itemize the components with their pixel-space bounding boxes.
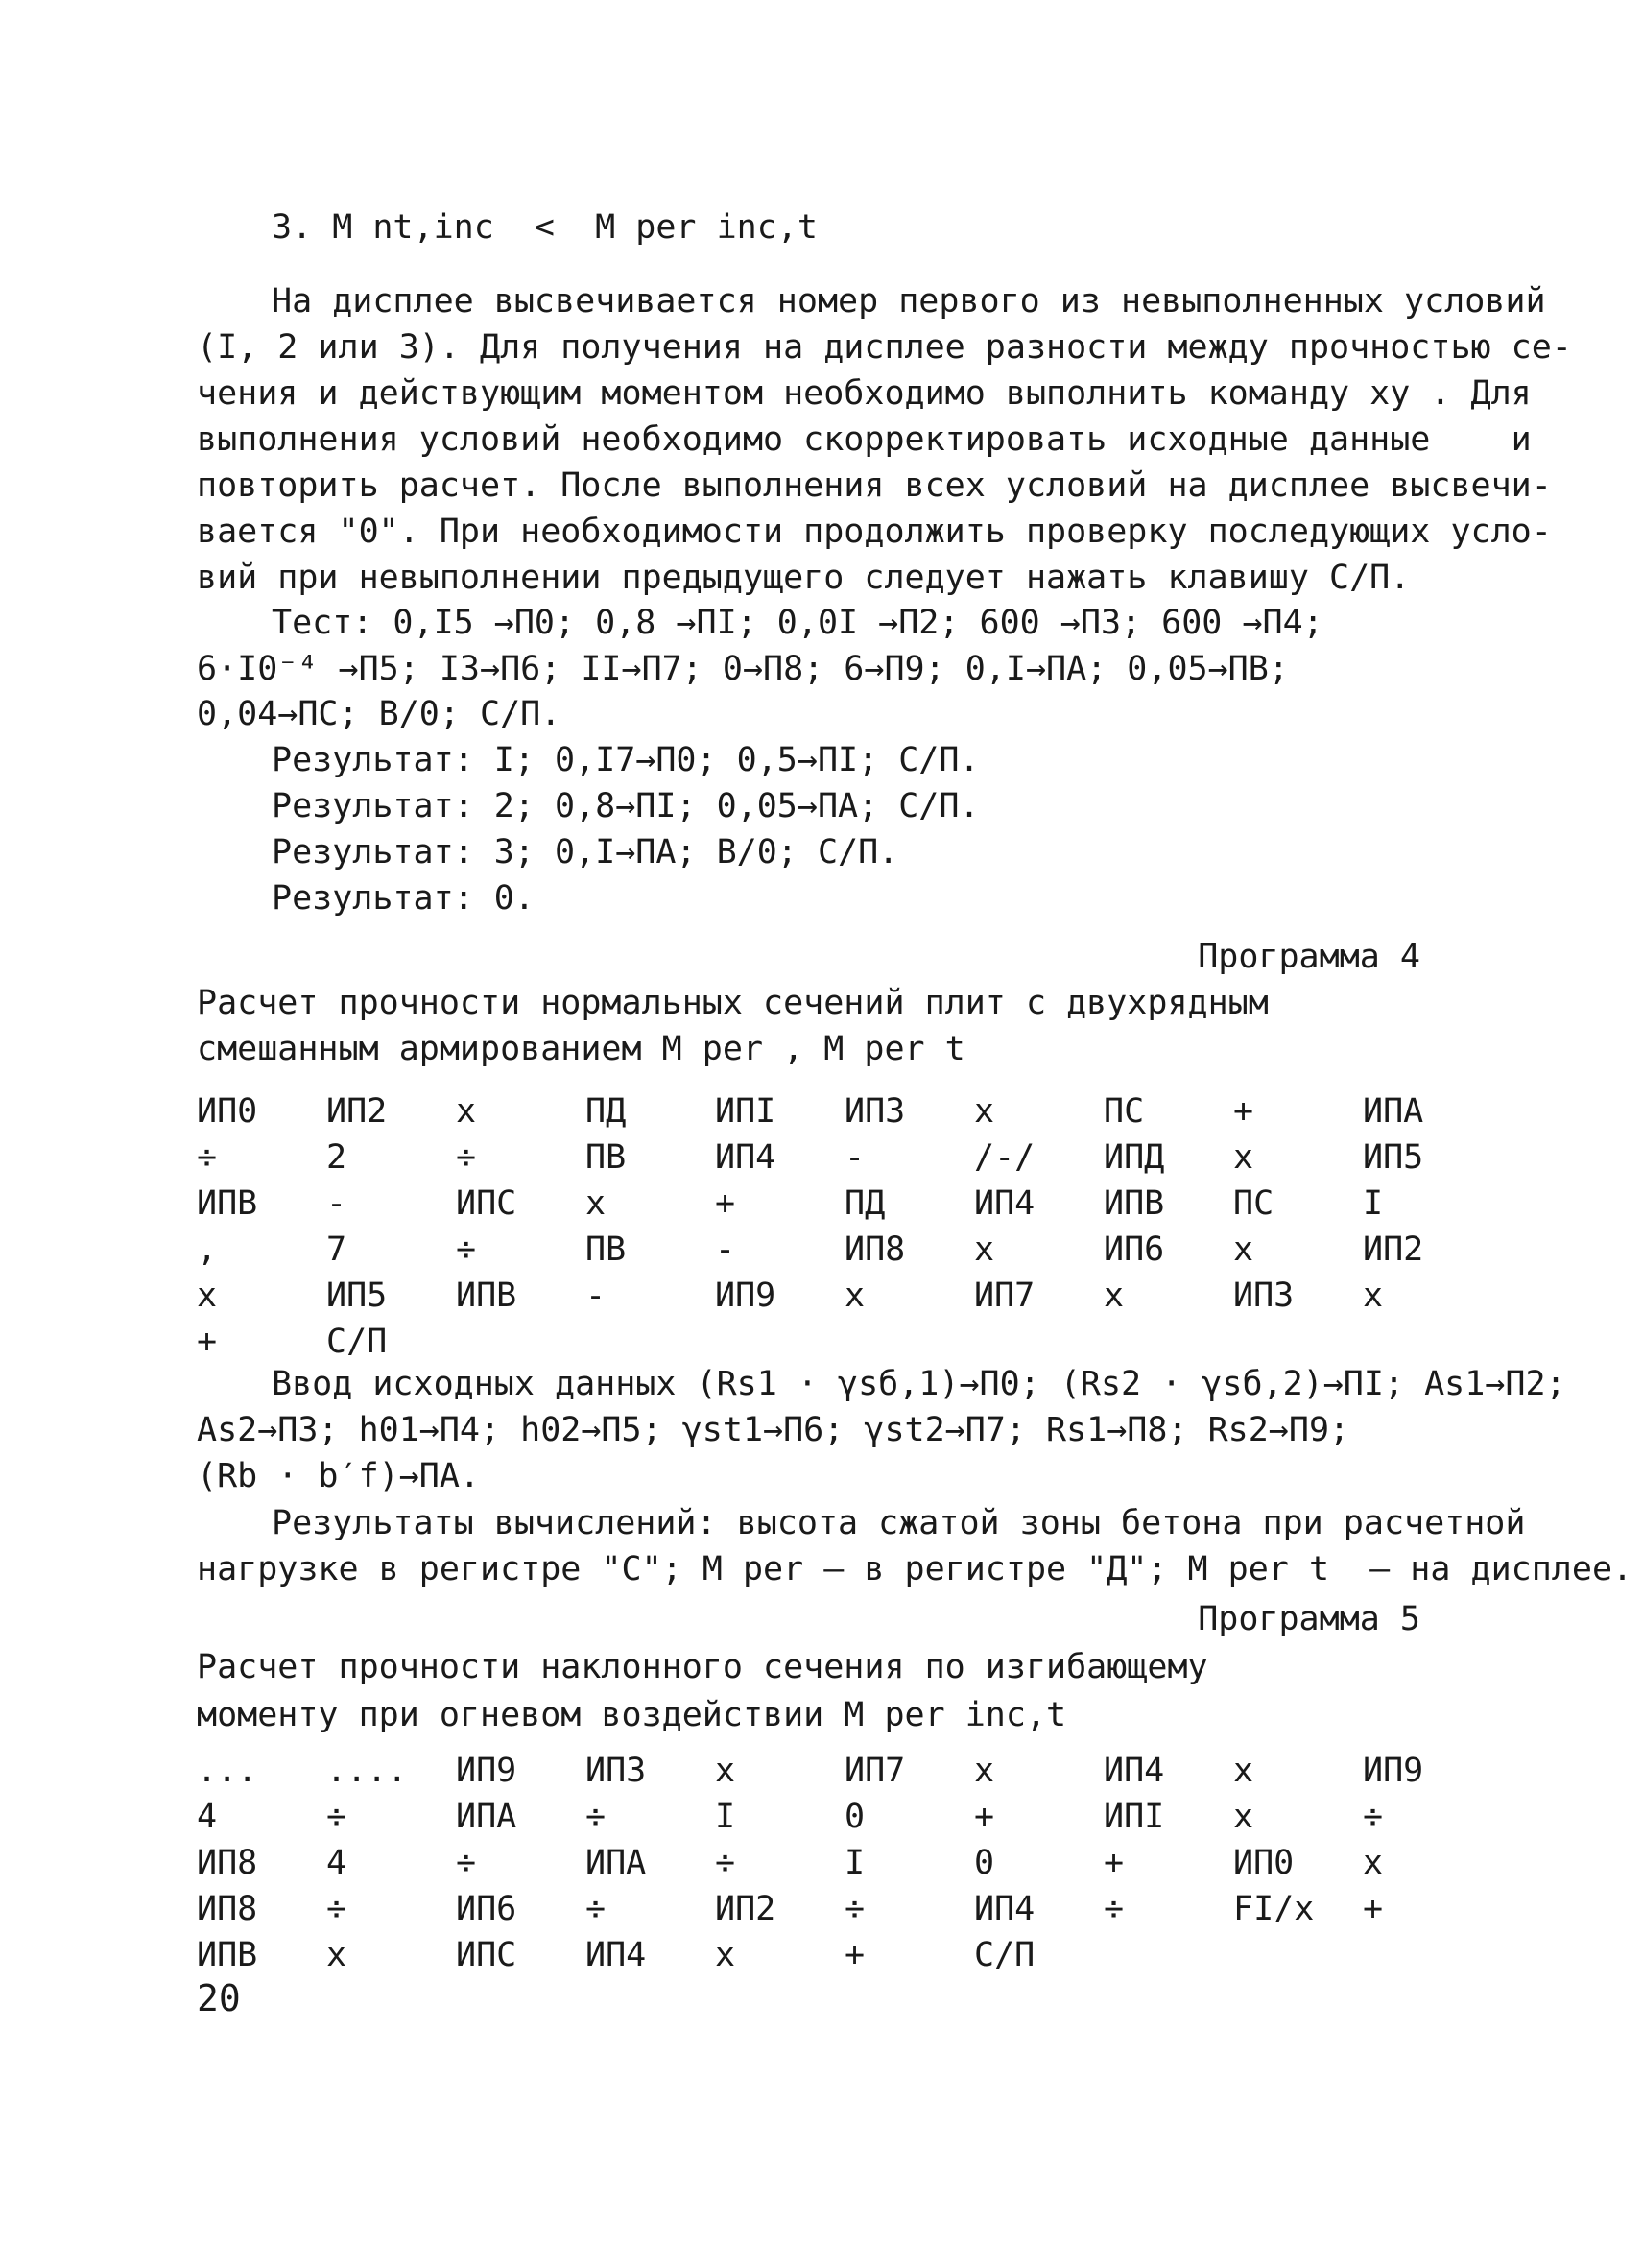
code-cell: ÷	[585, 1890, 607, 1928]
code-cell: -	[326, 1184, 347, 1223]
code-cell: x	[585, 1184, 607, 1223]
code-cell: С/П	[326, 1323, 388, 1361]
code-cell: ИП4	[1104, 1752, 1165, 1790]
code-cell: ИПС	[456, 1184, 517, 1223]
code-row	[197, 1933, 1444, 1977]
code-cell: x	[456, 1092, 477, 1131]
condition-3: 3. M nt,inc < M per inc,t	[272, 208, 818, 247]
code-cell: ИПА	[456, 1798, 517, 1836]
code-cell: ПД	[845, 1184, 886, 1223]
output-line: Результаты вычислений: высота сжатой зоны бетона при расчетной	[272, 1504, 1526, 1542]
code-cell: x	[1233, 1138, 1254, 1177]
code-cell: ÷	[585, 1798, 607, 1836]
code-cell: ИПД	[1104, 1138, 1165, 1177]
code-cell: ИП3	[1233, 1277, 1295, 1315]
code-cell: I	[845, 1844, 866, 1882]
code-cell: ÷	[1104, 1890, 1125, 1928]
code-cell: ИП6	[456, 1890, 517, 1928]
code-cell: ИП0	[197, 1092, 258, 1131]
code-cell: ИП9	[456, 1752, 517, 1790]
code-cell: ИП4	[715, 1138, 776, 1177]
code-cell: ПС	[1233, 1184, 1274, 1223]
code-cell: ПС	[1104, 1092, 1145, 1131]
code-cell: ИПВ	[1104, 1184, 1165, 1223]
code-cell: I	[715, 1798, 736, 1836]
code-row	[197, 1887, 1444, 1931]
code-cell: x	[197, 1277, 218, 1315]
code-cell: 2	[326, 1138, 347, 1177]
code-cell: ИП9	[1363, 1752, 1424, 1790]
code-cell: ...	[197, 1752, 258, 1790]
code-cell: 0	[845, 1798, 866, 1836]
code-cell: ИП4	[974, 1890, 1036, 1928]
code-cell: ИПС	[456, 1936, 517, 1974]
code-cell: ÷	[845, 1890, 866, 1928]
code-cell: 7	[326, 1230, 347, 1269]
code-row	[197, 1320, 1444, 1364]
code-cell: ИП8	[197, 1844, 258, 1882]
code-cell: 4	[197, 1798, 218, 1836]
paragraph-line: вается "0". При необходимости продолжить проверку последующих усло-	[197, 513, 1552, 551]
code-cell: ИП3	[845, 1092, 906, 1131]
code-row	[197, 1795, 1444, 1839]
input-line: As2→П3; h01→П4; h02→П5; γst1→П6; γst2→П7; Rs1→П8; Rs2→П9;	[197, 1411, 1350, 1449]
test-line: 6·I0⁻⁴ →П5; I3→П6; II→П7; 0→П8; 6→П9; 0,I→ПА; 0,05→ПВ;	[197, 650, 1289, 688]
test-line: Тест: 0,I5 →П0; 0,8 →ПI; 0,0I →П2; 600 →П3; 600 →П4;	[272, 604, 1323, 642]
code-cell: x	[845, 1277, 866, 1315]
code-cell: x	[1104, 1277, 1125, 1315]
code-cell: ИП3	[585, 1752, 647, 1790]
code-cell: x	[326, 1936, 347, 1974]
code-cell: x	[1233, 1798, 1254, 1836]
code-cell: ÷	[715, 1844, 736, 1882]
code-cell: x	[715, 1936, 736, 1974]
code-cell: ИП9	[715, 1277, 776, 1315]
program-4-title: смешанным армированием M per , M per t	[197, 1030, 965, 1068]
code-cell: +	[197, 1323, 218, 1361]
code-cell: ÷	[456, 1844, 477, 1882]
code-cell: ,	[197, 1230, 218, 1269]
result-line: Результат: 0.	[272, 879, 535, 918]
program-5-heading: Программа 5	[1198, 1600, 1420, 1638]
code-cell: /-/	[974, 1138, 1036, 1177]
code-cell: ИП4	[585, 1936, 647, 1974]
result-line: Результат: 2; 0,8→ПI; 0,05→ПА; С/П.	[272, 787, 980, 825]
code-cell: +	[974, 1798, 995, 1836]
code-cell: ПВ	[585, 1138, 627, 1177]
code-cell: x	[974, 1092, 995, 1131]
code-cell: ИПВ	[456, 1277, 517, 1315]
code-cell: ИП2	[1363, 1230, 1424, 1269]
code-row	[197, 1135, 1444, 1180]
paragraph-line: выполнения условий необходимо скорректировать исходные данные и	[197, 420, 1532, 459]
code-cell: +	[715, 1184, 736, 1223]
paragraph-line: На дисплее высвечивается номер первого из невыполненных условий	[272, 282, 1546, 321]
code-cell: ИП5	[326, 1277, 388, 1315]
paragraph-line: (I, 2 или 3). Для получения на дисплее разности между прочностью се-	[197, 328, 1572, 367]
page-number: 20	[197, 1977, 241, 2019]
code-cell: ИП5	[1363, 1138, 1424, 1177]
code-cell: ИП0	[1233, 1844, 1295, 1882]
code-cell: ИПА	[1363, 1092, 1424, 1131]
paragraph-line: повторить расчет. После выполнения всех условий на дисплее высвечи-	[197, 466, 1552, 505]
code-cell: ИПI	[1104, 1798, 1165, 1836]
code-cell: ИПВ	[197, 1184, 258, 1223]
code-cell: x	[1233, 1752, 1254, 1790]
code-cell: ИП8	[197, 1890, 258, 1928]
code-cell: ÷	[456, 1230, 477, 1269]
code-row	[197, 1089, 1444, 1134]
code-cell: +	[1363, 1890, 1384, 1928]
code-cell: 0	[974, 1844, 995, 1882]
code-row	[197, 1749, 1444, 1793]
code-cell: x	[1233, 1230, 1254, 1269]
code-cell: ИП4	[974, 1184, 1036, 1223]
code-cell: ИП6	[1104, 1230, 1165, 1269]
code-cell: x	[1363, 1277, 1384, 1315]
input-line: (Rb · b′f)→ПА.	[197, 1457, 481, 1495]
code-cell: x	[974, 1752, 995, 1790]
code-cell: -	[715, 1230, 736, 1269]
code-cell: С/П	[974, 1936, 1036, 1974]
program-5-title: Расчет прочности наклонного сечения по изгибающему	[197, 1648, 1208, 1686]
paragraph-line: чения и действующим моментом необходимо выполнить команду xy . Для	[197, 374, 1532, 413]
code-cell: ИП7	[974, 1277, 1036, 1315]
code-cell: ИП2	[326, 1092, 388, 1131]
code-cell: +	[1233, 1092, 1254, 1131]
output-line: нагрузке в регистре "С"; M per – в регистре "Д"; M per t – на дисплее.	[197, 1550, 1633, 1588]
program-4-heading: Программа 4	[1198, 938, 1420, 976]
result-line: Результат: I; 0,I7→П0; 0,5→ПI; С/П.	[272, 741, 980, 779]
code-cell: ИПА	[585, 1844, 647, 1882]
code-cell: FI/x	[1233, 1890, 1315, 1928]
code-cell: ÷	[1363, 1798, 1384, 1836]
code-cell: ИП8	[845, 1230, 906, 1269]
code-cell: ПВ	[585, 1230, 627, 1269]
code-row	[197, 1228, 1444, 1272]
program-5-title: моменту при огневом воздействии M per inc,t	[197, 1696, 1067, 1734]
code-cell: ИП2	[715, 1890, 776, 1928]
code-cell: -	[585, 1277, 607, 1315]
code-cell: +	[845, 1936, 866, 1974]
code-cell: ....	[326, 1752, 408, 1790]
code-cell: x	[974, 1230, 995, 1269]
code-cell: ÷	[326, 1798, 347, 1836]
code-cell: x	[1363, 1844, 1384, 1882]
test-line: 0,04→ПС; В/0; С/П.	[197, 695, 561, 733]
code-cell: ПД	[585, 1092, 627, 1131]
program-4-title: Расчет прочности нормальных сечений плит с двухрядным	[197, 984, 1269, 1022]
code-row	[197, 1274, 1444, 1318]
code-cell: ÷	[326, 1890, 347, 1928]
code-cell: ИПВ	[197, 1936, 258, 1974]
code-row	[197, 1841, 1444, 1885]
code-cell: ИПI	[715, 1092, 776, 1131]
code-cell: ИП7	[845, 1752, 906, 1790]
paragraph-line: вий при невыполнении предыдущего следует нажать клавишу С/П.	[197, 559, 1411, 597]
code-cell: ÷	[456, 1138, 477, 1177]
code-cell: +	[1104, 1844, 1125, 1882]
code-cell: 4	[326, 1844, 347, 1882]
result-line: Результат: 3; 0,I→ПА; В/0; С/П.	[272, 833, 899, 871]
input-line: Ввод исходных данных (Rs1 · γsб,1)→П0; (Rs2 · γsб,2)→ПI; As1→П2;	[272, 1365, 1566, 1403]
code-cell: I	[1363, 1184, 1384, 1223]
code-cell: -	[845, 1138, 866, 1177]
code-cell: x	[715, 1752, 736, 1790]
code-cell: ÷	[197, 1138, 218, 1177]
code-row	[197, 1182, 1444, 1226]
